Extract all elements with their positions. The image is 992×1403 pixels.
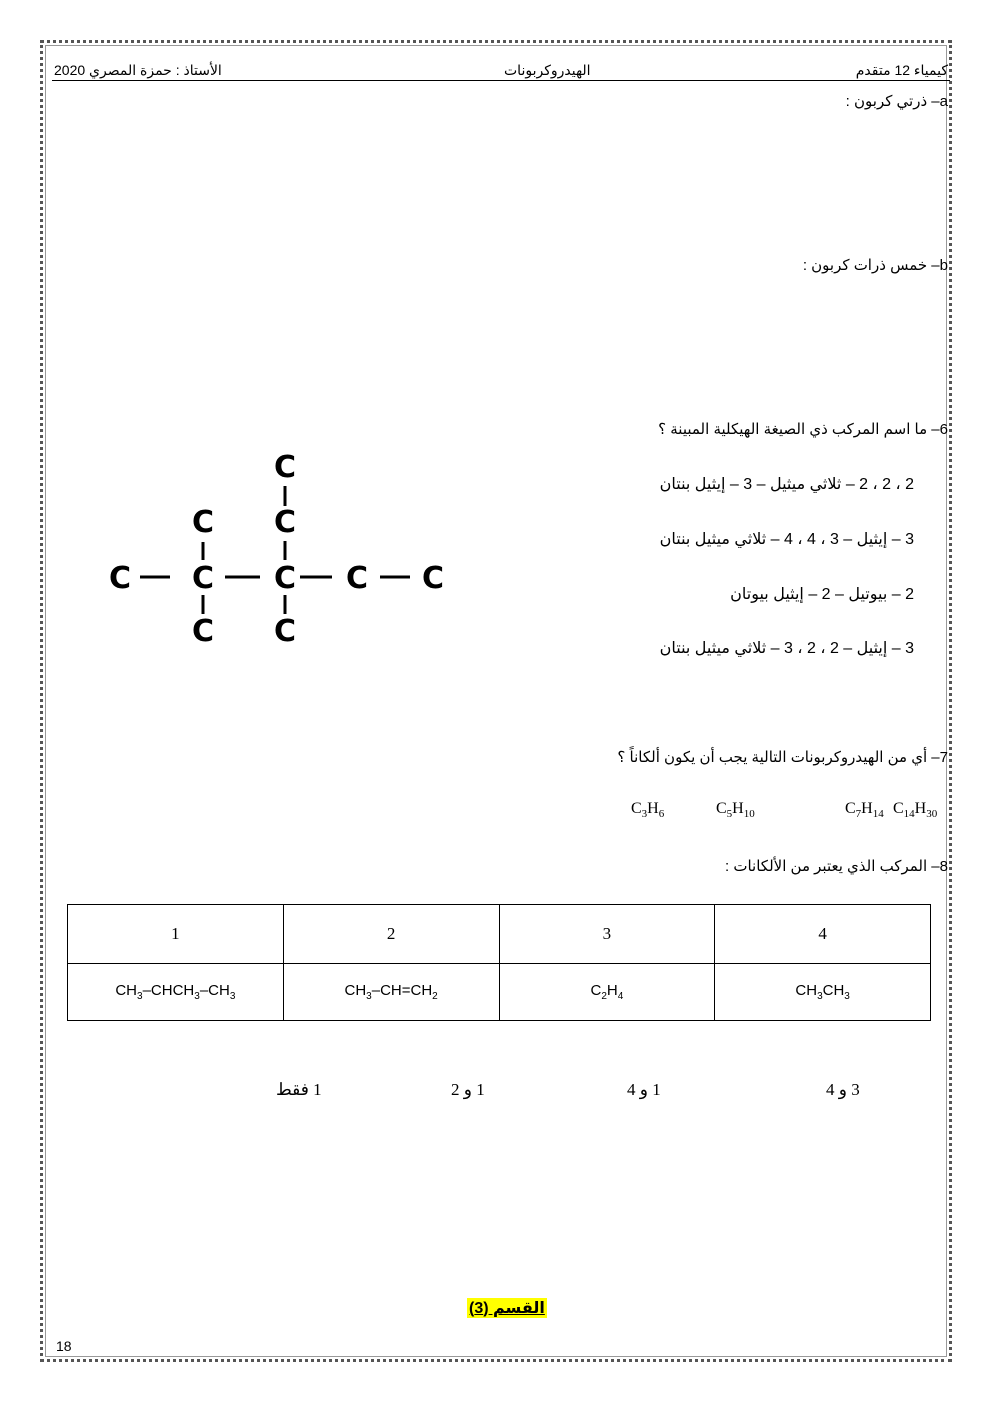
header-course: كيمياء 12 متقدم xyxy=(855,62,948,78)
table-header-cell: 1 xyxy=(68,905,284,964)
carbon-atom: C xyxy=(108,561,132,596)
answer-option-1[interactable]: 3 و 4 xyxy=(826,1080,860,1099)
q6-option-2[interactable]: 3 – إيثيل – 3 ، 4 ، 4 – ثلاثي ميثيل بنتان xyxy=(659,531,914,548)
answer-option-4[interactable]: 1 فقط xyxy=(276,1080,322,1099)
formula-c3h6[interactable]: $C_3H_6$ xyxy=(631,800,665,821)
header-rule xyxy=(52,80,950,81)
page-number: 18 xyxy=(56,1338,72,1354)
carbon-atom: C xyxy=(345,561,369,596)
carbon-atom: C xyxy=(273,450,297,485)
header-teacher: الأستاذ : حمزة المصري 2020 xyxy=(54,62,222,78)
formula-c14h30[interactable]: $C_{14}H_{30}$ xyxy=(893,800,938,821)
skeletal-formula xyxy=(100,450,450,650)
header-topic: الهيدروكربونات xyxy=(504,62,591,78)
carbon-atom: C xyxy=(273,614,297,649)
table-cell: $CH_3CH_3$ xyxy=(715,964,931,1021)
q6-option-1[interactable]: 2 ، 2 ، 2 – ثلاثي ميثيل – 3 – إيثيل بنتان xyxy=(659,476,914,493)
question-b: b– خمس ذرات كربون : xyxy=(802,257,948,274)
question-a: a– ذرتي كربون : xyxy=(845,93,948,110)
question-6: 6– ما اسم المركب ذي الصيغة الهيكلية المبينة ؟ xyxy=(658,421,948,438)
q6-option-4[interactable]: 3 – إيثيل – 2 ، 2 ، 3 – ثلاثي ميثيل بنتان xyxy=(659,640,914,657)
question-8: 8– المركب الذي يعتبر من الألكانات : xyxy=(725,858,948,875)
table-header-cell: 4 xyxy=(715,905,931,964)
formula-c7h14[interactable]: $C_7H_{14}$ xyxy=(845,800,884,821)
page-border xyxy=(40,40,952,1362)
table-cell: $CH_3-CHCH_3-CH_3$ xyxy=(68,964,284,1021)
carbon-atom: C xyxy=(273,505,297,540)
alkane-table xyxy=(67,904,931,1021)
table-cell: $CH_3-CH=CH_2$ xyxy=(283,964,499,1021)
q6-option-3[interactable]: 2 – بيوتيل – 2 – إيثيل بيوتان xyxy=(730,586,914,603)
formula-c5h10[interactable]: $C_5H_{10}$ xyxy=(716,800,755,821)
carbon-atom: C xyxy=(191,561,215,596)
carbon-atom: C xyxy=(191,614,215,649)
answer-option-2[interactable]: 1 و 4 xyxy=(627,1080,661,1099)
carbon-atom: C xyxy=(273,561,297,596)
answer-option-3[interactable]: 1 و 2 xyxy=(451,1080,485,1099)
section-label: القسم (3) xyxy=(469,1300,545,1317)
table-cell: $C_2H_4$ xyxy=(499,964,715,1021)
table-header-cell: 3 xyxy=(499,905,715,964)
page-header xyxy=(52,62,950,82)
question-7: 7– أي من الهيدروكربونات التالية يجب أن يكون ألكاناً ؟ xyxy=(617,749,948,766)
carbon-atom: C xyxy=(421,561,445,596)
table-header-cell: 2 xyxy=(283,905,499,964)
carbon-atom: C xyxy=(191,505,215,540)
